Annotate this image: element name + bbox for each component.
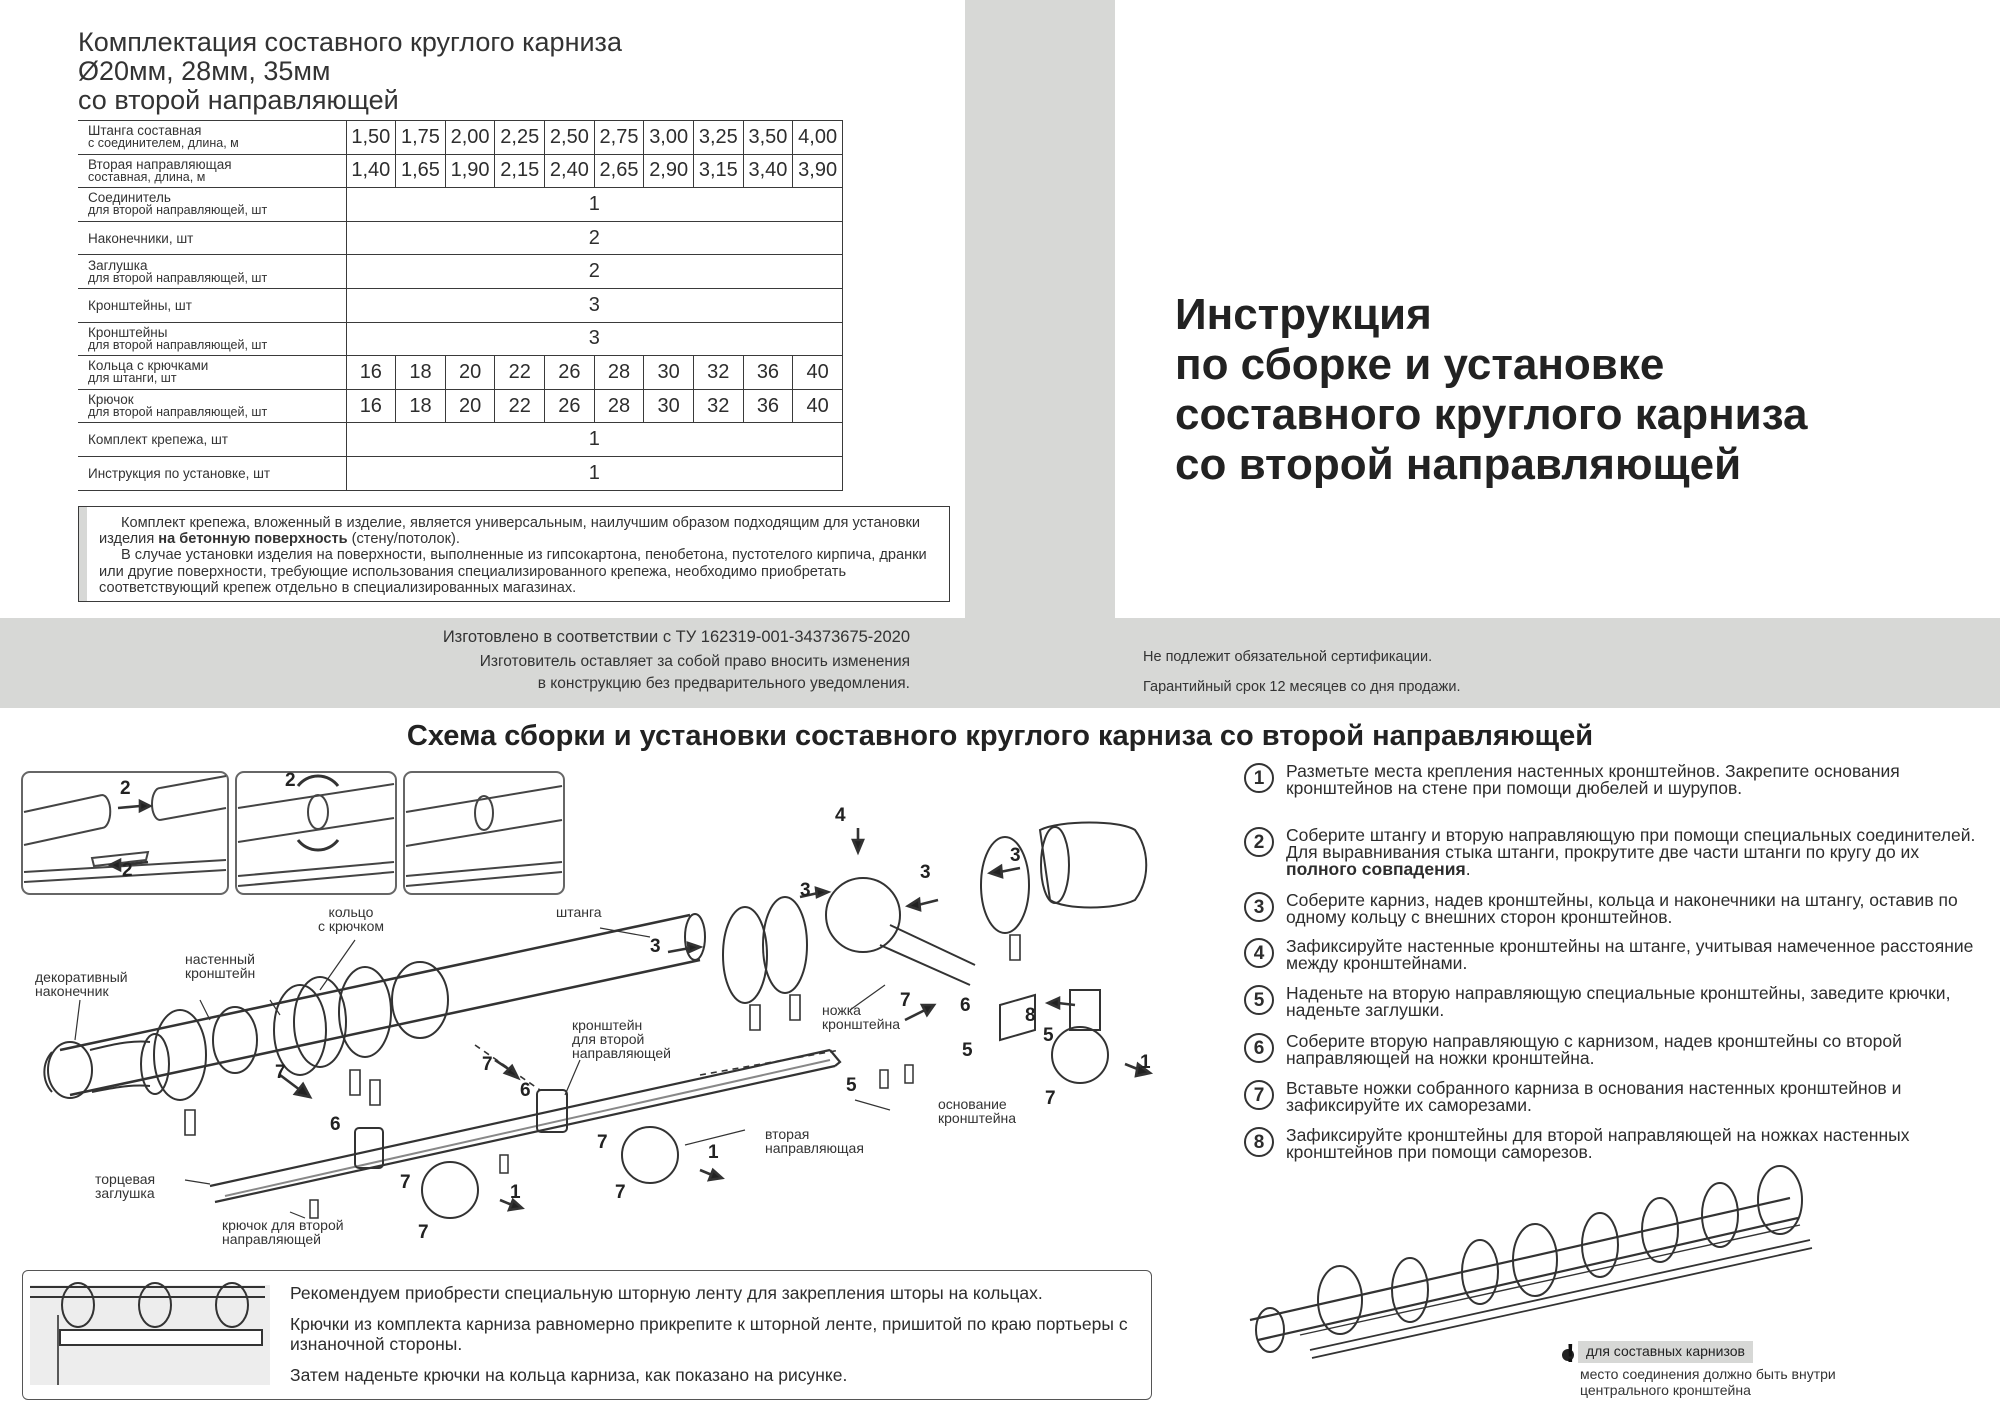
spec-label-main: Кронштейны, шт — [88, 297, 192, 313]
spec-cell: 18 — [396, 389, 446, 423]
spec-label-main: Кольца с крючками — [88, 358, 209, 374]
spec-cell: 1 — [346, 456, 843, 490]
spec-cell: 2,00 — [445, 121, 495, 155]
spec-cell: 3,50 — [743, 121, 793, 155]
scheme-title: Схема сборки и установки составного круглого карниза со второй направляющей — [406, 720, 1594, 752]
step-num-3: 3 — [650, 936, 661, 957]
label-bracket-base: основание кронштейна — [938, 1096, 1017, 1126]
spec-cell: 16 — [346, 389, 396, 423]
spec-cell: 2 — [346, 221, 843, 255]
step-item — [1244, 763, 1984, 797]
spec-label-main: Заглушка — [88, 257, 148, 273]
step-num-3: 3 — [1010, 845, 1021, 866]
spec-cell: 3,15 — [693, 154, 743, 188]
step-num-1: 1 — [1140, 1052, 1151, 1073]
label-second-rail: вторая направляющая — [765, 1126, 864, 1156]
kit-title-line: Ø20мм, 28мм, 35мм — [78, 56, 331, 86]
step-num-6: 6 — [960, 995, 971, 1016]
certification-line: Не подлежит обязательной сертификации. — [1143, 649, 1433, 665]
step-item — [1244, 1127, 1984, 1161]
step-text: Наденьте на вторую направляющую специальные кронштейны, заведите крючки, наденьте заглушки. — [1286, 983, 1951, 1020]
instruction-title-line: составного круглого карниза — [1175, 390, 1808, 439]
spec-label-main: Комплект крепежа, шт — [88, 432, 228, 448]
step-num-7: 7 — [900, 990, 911, 1011]
spec-cell: 1,90 — [445, 154, 495, 188]
spec-label-main: Вторая направляющая — [88, 156, 232, 172]
spec-cell: 40 — [793, 389, 843, 423]
spec-label-sub: для второй направляющей, шт — [88, 270, 268, 285]
spec-cell: 32 — [693, 389, 743, 423]
spec-cell: 1 — [346, 423, 843, 457]
spec-label-main: Штанга составная — [88, 123, 202, 139]
step-item — [1244, 985, 1984, 1019]
step-num-6: 6 — [520, 1080, 531, 1101]
label-wall-bracket: настенный кронштейн — [185, 951, 256, 981]
spec-cell: 3 — [346, 288, 843, 322]
label-rail-bracket: кронштейн для второй направляющей — [572, 1017, 672, 1061]
spec-label-sub: составная, длина, м — [88, 169, 206, 184]
step-item — [1244, 1080, 1984, 1114]
step-num-5: 5 — [962, 1040, 973, 1061]
spec-label-main: Кронштейны — [88, 324, 168, 340]
step-item — [1244, 938, 1984, 972]
note-paragraph-1: Комплект крепежа, вложенный в изделие, является универсальным, наилучшим образом подходящим для установки изделия на бетонную поверхность (стену/потолок). — [99, 515, 921, 548]
instruction-title-line: Инструкция — [1175, 290, 1432, 339]
step-num-7: 7 — [400, 1172, 411, 1193]
step-num-1: 1 — [708, 1142, 719, 1163]
spec-cell: 26 — [545, 389, 595, 423]
step-text: Соберите штангу и вторую направляющую при помощи специальных соединителей. Для выравнивания стыка штанги, прокрутите две части штанги по кругу до их полного совпадения. — [1286, 825, 1976, 879]
spec-cell: 2,50 — [545, 121, 595, 155]
step-item — [1244, 892, 1984, 926]
step-number: 3 — [1244, 892, 1274, 922]
manufacturer-line: в конструкцию без предварительного уведомления. — [537, 675, 910, 692]
spec-cell: 40 — [793, 356, 843, 390]
recommendation-line: Рекомендуем приобрести специальную шторную ленту для закрепления шторы на кольцах. — [290, 1283, 1043, 1303]
kit-title-line: Комплектация составного круглого карниза — [78, 27, 622, 57]
spec-cell: 2,15 — [495, 154, 545, 188]
step-num-3: 3 — [800, 880, 811, 901]
spec-cell: 3,90 — [793, 154, 843, 188]
spec-cell: 2 — [346, 255, 843, 289]
step-num-7: 7 — [615, 1182, 626, 1203]
recommendation-line: Крючки из комплекта карниза равномерно прикрепите к шторной ленте, пришитой по краю портьеры с изнаночной стороны. — [290, 1314, 1128, 1354]
spec-label-main: Наконечники, шт — [88, 230, 194, 246]
warning-title: для составных карнизов — [1578, 1341, 1753, 1363]
step-num-2: 2 — [285, 770, 296, 791]
step-num-6: 6 — [330, 1114, 341, 1135]
recommendation-line: Затем наденьте крючки на кольца карниза, как показано на рисунке. — [290, 1365, 848, 1385]
spec-cell: 3,40 — [743, 154, 793, 188]
spec-cell: 20 — [445, 356, 495, 390]
kit-title-line: со второй направляющей — [78, 85, 399, 115]
spec-label-main: Крючок — [88, 392, 134, 408]
spec-cell: 30 — [644, 389, 694, 423]
spec-cell: 26 — [545, 356, 595, 390]
step-number: 6 — [1244, 1033, 1274, 1063]
step-num-3: 3 — [920, 862, 931, 883]
step-num-7: 7 — [418, 1222, 429, 1243]
step-num-5: 5 — [846, 1075, 857, 1096]
spec-label-main: Инструкция по установке, шт — [88, 465, 271, 481]
step-item — [1244, 1033, 1984, 1067]
step-num-7: 7 — [1045, 1088, 1056, 1109]
spec-cell: 2,90 — [644, 154, 694, 188]
spec-cell: 28 — [594, 389, 644, 423]
step-text: Зафиксируйте настенные кронштейны на штанге, учитывая намеченное расстояние между кронштейнами. — [1286, 936, 1974, 973]
spec-cell: 2,25 — [495, 121, 545, 155]
step-number: 1 — [1244, 763, 1274, 793]
step-text: Соберите карниз, надев кронштейны, кольца и наконечники на штангу, оставив по одному кольцу с внешних сторон кронштейнов. — [1286, 890, 1958, 927]
note-paragraph-2: В случае установки изделия на поверхности, выполненные из гипсокартона, пенобетона, пустотелого кирпича, дранки или другие поверхности, требующие использования специализированного крепежа, необходимо приобретать соответствующий крепеж отдельно в специализированных магазинах. — [99, 547, 927, 596]
step-text: Соберите вторую направляющую с карнизом, надев кронштейны со второй направляющей на ножки кронштейна. — [1286, 1031, 1902, 1068]
spec-label-sub: для второй направляющей, шт — [88, 337, 268, 352]
step-num-1: 1 — [510, 1182, 521, 1203]
step-text: Вставьте ножки собранного карниза в основания настенных кронштейнов и зафиксируйте их саморезами. — [1286, 1078, 1902, 1115]
spec-cell: 3,25 — [693, 121, 743, 155]
label-end-cap: торцевая заглушка — [95, 1171, 156, 1201]
spec-cell: 22 — [495, 389, 545, 423]
spec-label-sub: для второй направляющей, шт — [88, 405, 268, 420]
step-text: Разметьте места крепления настенных кронштейнов. Закрепите основания кронштейнов на стене при помощи дюбелей и шурупов. — [1286, 761, 1900, 798]
label-ring: кольцо с крючком — [318, 904, 384, 934]
spec-cell: 32 — [693, 356, 743, 390]
spec-cell: 1,75 — [396, 121, 446, 155]
step-num-8: 8 — [1025, 1005, 1036, 1026]
warning-text: место соединения должно быть внутри центрального кронштейна — [1580, 1366, 1836, 1398]
instruction-title-line: со второй направляющей — [1175, 440, 1742, 489]
spec-cell: 30 — [644, 356, 694, 390]
spec-cell: 1,50 — [346, 121, 396, 155]
label-bracket-leg: ножка кронштейна — [822, 1002, 901, 1032]
step-number: 4 — [1244, 938, 1274, 968]
instruction-title-line: по сборке и установке — [1175, 340, 1665, 389]
step-num-4: 4 — [835, 805, 846, 826]
label-rod: штанга — [556, 904, 602, 920]
spec-label-sub: для второй направляющей, шт — [88, 203, 268, 218]
step-number: 2 — [1244, 827, 1274, 857]
tu-line: Изготовлено в соответствии с ТУ 162319-001-34373675-2020 — [442, 628, 910, 646]
spec-label-sub: для штанги, шт — [88, 371, 177, 386]
spec-cell: 1 — [346, 188, 843, 222]
step-num-2: 2 — [120, 778, 131, 799]
manufacturer-line: Изготовитель оставляет за собой право вносить изменения — [479, 653, 910, 670]
spec-label-main: Соединитель — [88, 190, 171, 206]
step-num-7: 7 — [597, 1132, 608, 1153]
spec-cell: 22 — [495, 356, 545, 390]
spec-cell: 1,65 — [396, 154, 446, 188]
warranty-line: Гарантийный срок 12 месяцев со дня продажи. — [1143, 679, 1461, 695]
spec-cell: 2,65 — [594, 154, 644, 188]
step-number: 7 — [1244, 1080, 1274, 1110]
spec-cell: 20 — [445, 389, 495, 423]
step-num-7: 7 — [275, 1062, 286, 1083]
spec-cell: 2,75 — [594, 121, 644, 155]
step-text: Зафиксируйте кронштейны для второй направляющей на ножках настенных кронштейнов при помощи саморезов. — [1286, 1125, 1910, 1162]
spec-cell: 36 — [743, 356, 793, 390]
spec-label-sub: с соединителем, длина, м — [88, 136, 239, 151]
spec-cell: 2,40 — [545, 154, 595, 188]
spec-cell: 1,40 — [346, 154, 396, 188]
spec-cell: 16 — [346, 356, 396, 390]
spec-cell: 3 — [346, 322, 843, 356]
step-item — [1244, 827, 1984, 878]
step-num-7: 7 — [482, 1054, 493, 1075]
spec-cell: 4,00 — [793, 121, 843, 155]
warning-icon: ! — [1566, 1338, 1575, 1368]
label-finial: декоративный наконечник — [35, 969, 128, 999]
step-number: 8 — [1244, 1127, 1274, 1157]
spec-cell: 3,00 — [644, 121, 694, 155]
recommendation-text — [290, 1283, 1150, 1396]
step-num-2: 2 — [122, 860, 133, 881]
spec-cell: 18 — [396, 356, 446, 390]
spec-cell: 36 — [743, 389, 793, 423]
label-rail-hook: крючок для второй направляющей — [222, 1217, 344, 1247]
step-num-5: 5 — [1043, 1025, 1054, 1046]
spec-cell: 28 — [594, 356, 644, 390]
step-number: 5 — [1244, 985, 1274, 1015]
